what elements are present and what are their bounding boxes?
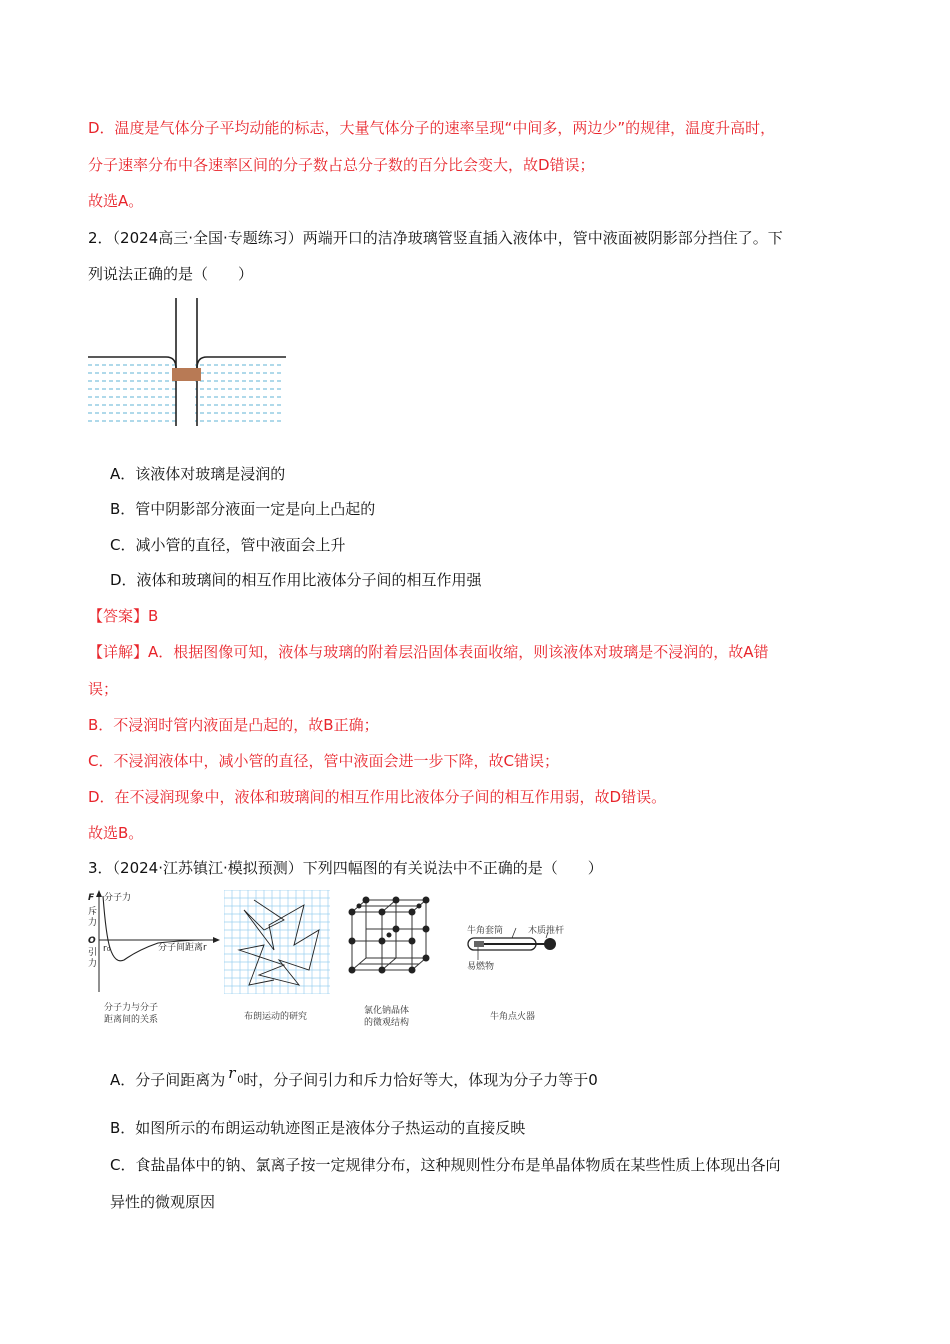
q2-detail-b: B．不浸润时管内液面是凸起的，故B正确； bbox=[88, 716, 379, 734]
shaded-region bbox=[172, 368, 201, 381]
capillary-tube-figure bbox=[86, 298, 288, 430]
repulsion-label-2: 力 bbox=[88, 918, 98, 928]
q2-option-a: A．该液体对玻璃是浸润的 bbox=[110, 465, 286, 483]
detail-label: 【详解】 bbox=[88, 643, 149, 661]
q2-conclusion: 故选B。 bbox=[88, 824, 144, 842]
attraction-label: 引 bbox=[88, 948, 98, 958]
attraction-label-2: 力 bbox=[88, 959, 98, 969]
molecular-force-graph bbox=[86, 888, 222, 994]
rod-label: 木质推杆 bbox=[528, 926, 565, 936]
prev-solution-d-line1: D．温度是气体分子平均动能的标志，大量气体分子的速率呈现“中间多，两边少”的规律，温度升高时， bbox=[88, 119, 776, 137]
fig1-caption-line1: 分子力与分子 bbox=[104, 1003, 159, 1013]
prev-solution-d-line2: 分子速率分布中各速率区间的分子数占总分子数的百分比会变大，故D错误； bbox=[88, 156, 595, 174]
q2-answer: 【答案】B bbox=[88, 607, 159, 625]
force-axis-label: F bbox=[88, 893, 95, 903]
fuel-label: 易燃物 bbox=[467, 962, 495, 972]
force-title: 分子力 bbox=[104, 893, 132, 903]
q3-option-a-prefix: A．分子间距离为 bbox=[110, 1071, 226, 1089]
fig1-caption-line2: 距离间的关系 bbox=[104, 1015, 159, 1025]
prev-solution-conclusion: 故选A。 bbox=[88, 192, 144, 210]
r0-label: r₀ bbox=[103, 944, 111, 954]
q2-stem-line2: 列说法正确的是（ ） bbox=[88, 265, 254, 283]
q2-option-d: D．液体和玻璃间的相互作用比液体分子间的相互作用强 bbox=[110, 571, 482, 589]
fig2-caption: 布朗运动的研究 bbox=[244, 1012, 308, 1022]
sleeve-label: 牛角套筒 bbox=[467, 926, 504, 936]
repulsion-label: 斥 bbox=[88, 907, 98, 917]
q2-detail-line2: 误； bbox=[88, 680, 119, 698]
distance-axis-label: 分子间距离r bbox=[158, 943, 207, 953]
q2-detail-line1 bbox=[88, 642, 769, 662]
q2-detail-d: D．在不浸润现象中，液体和玻璃间的相互作用比液体分子间的相互作用弱，故D错误。 bbox=[88, 788, 667, 806]
q2-option-c: C．减小管的直径，管中液面会上升 bbox=[110, 536, 346, 554]
detail-a: A．根据图像可知，液体与玻璃的附着层沿固体表面收缩，则该液体对玻璃是不浸润的，故A错 bbox=[148, 643, 769, 661]
q2-detail-c: C．不浸润液体中，减小管的直径，管中液面会进一步下降，故C错误； bbox=[88, 752, 559, 770]
origin-label: O bbox=[88, 936, 96, 946]
r-letter: r bbox=[228, 1064, 236, 1082]
q3-option-a bbox=[110, 1064, 598, 1090]
fig3-caption-line1: 氯化钠晶体 bbox=[364, 1006, 410, 1016]
q2-option-b: B．管中阴影部分液面一定是向上凸起的 bbox=[110, 500, 376, 518]
q3-stem: 3．（2024·江苏镇江·模拟预测）下列四幅图的有关说法中不正确的是（ ） bbox=[88, 859, 603, 877]
q3-option-c-line1: C．食盐晶体中的钠、氯离子按一定规律分布，这种规则性分布是单晶体物质在某些性质上体现出各向 bbox=[110, 1156, 781, 1174]
q3-option-c-line2: 异性的微观原因 bbox=[110, 1193, 216, 1211]
q3-option-b: B．如图所示的布朗运动轨迹图正是液体分子热运动的直接反映 bbox=[110, 1119, 526, 1137]
q3-option-a-suffix: 时，分子间引力和斥力恰好等大，体现为分子力等于0 bbox=[243, 1071, 598, 1089]
brownian-motion-figure bbox=[224, 890, 330, 994]
fig3-caption-line2: 的微观结构 bbox=[364, 1018, 410, 1028]
r-subscript: 0 bbox=[237, 1075, 244, 1086]
fig4-caption: 牛角点火器 bbox=[490, 1012, 536, 1022]
q2-stem-line1: 2．（2024高三·全国·专题练习）两端开口的洁净玻璃管竖直插入液体中，管中液面被阴影部分挡住了。下 bbox=[88, 229, 783, 247]
nacl-crystal-figure bbox=[346, 896, 432, 976]
